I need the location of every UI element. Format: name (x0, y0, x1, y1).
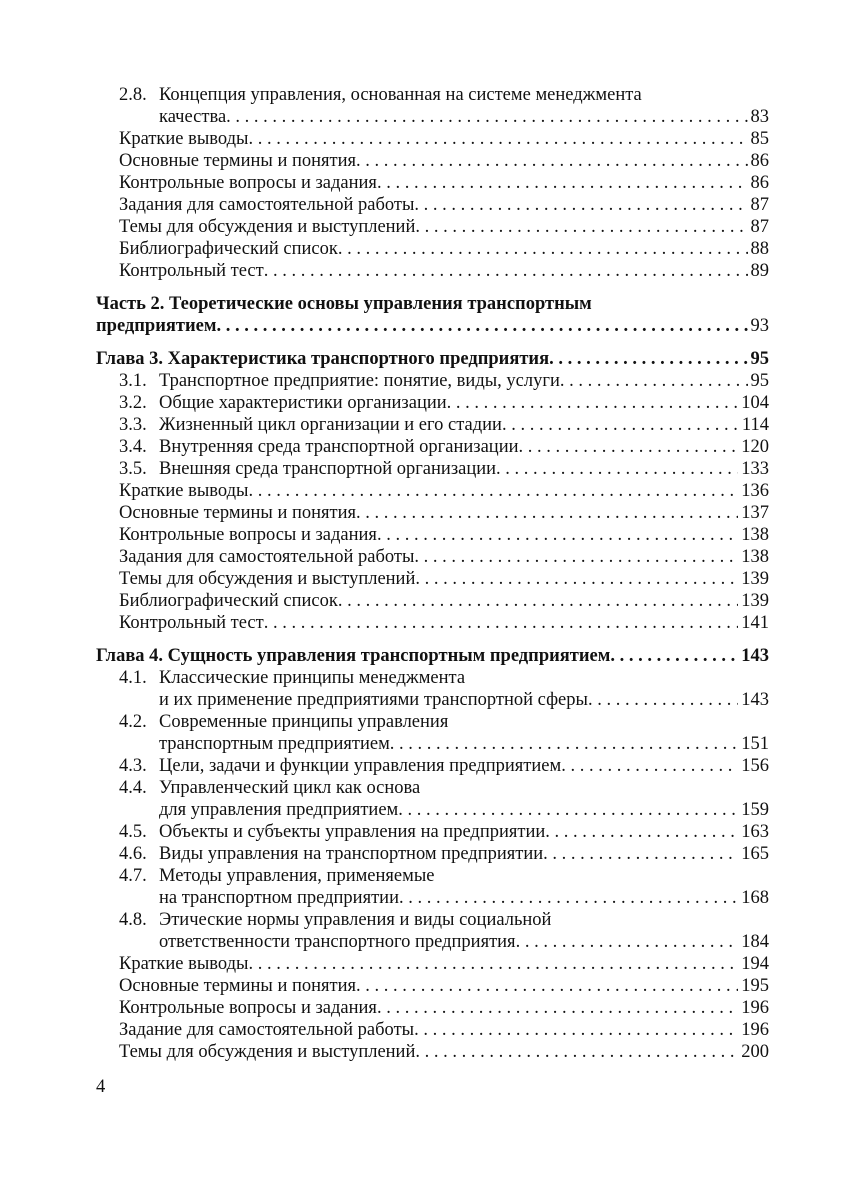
page-ref: 136 (741, 481, 769, 501)
dot-leader (415, 568, 738, 590)
toc-line (96, 436, 769, 458)
toc-line (96, 689, 769, 711)
entry-title: Внешняя среда транспортной организации (159, 459, 497, 479)
entry-title: Глава 4. Сущность управления транспортным предприятием (96, 646, 611, 666)
entry-title: Контрольные вопросы и задания (119, 998, 377, 1018)
page-ref: 137 (741, 503, 769, 523)
toc-entry (96, 909, 769, 953)
entry-title: Основные термины и понятия (119, 503, 357, 523)
entry-title: Библиографический список (119, 239, 338, 259)
page-ref: 86 (750, 173, 769, 193)
entry-title: Этические нормы управления и виды социальной (159, 910, 552, 930)
section-number: 4.1. (119, 668, 147, 688)
toc-line (96, 106, 769, 128)
toc-line (96, 612, 769, 634)
dot-leader (377, 172, 748, 194)
entry-title: Часть 2. Теоретические основы управления транспортным (96, 294, 592, 314)
toc-line (96, 172, 769, 194)
dot-leader (549, 348, 747, 370)
entry-title: Краткие выводы (119, 954, 249, 974)
dot-leader (377, 524, 738, 546)
toc-entry (96, 392, 769, 414)
dot-leader (415, 1041, 738, 1063)
toc-line (96, 997, 769, 1019)
section-number: 4.7. (119, 866, 147, 886)
toc-line (96, 755, 769, 777)
toc-entry (96, 1019, 769, 1041)
page-ref: 165 (741, 844, 769, 864)
entry-title: и их применение предприятиями транспортной сферы (159, 690, 588, 710)
dot-leader (502, 414, 739, 436)
toc-line (96, 1041, 769, 1063)
page-ref: 141 (741, 613, 769, 633)
section-number: 4.6. (119, 844, 147, 864)
page-ref: 83 (750, 107, 769, 127)
toc-entry (96, 194, 769, 216)
toc-entry (96, 150, 769, 172)
toc-entry (96, 997, 769, 1019)
toc-line (96, 238, 769, 260)
dot-leader (399, 887, 738, 909)
dot-leader (226, 106, 747, 128)
toc-line (96, 546, 769, 568)
dot-leader (561, 755, 738, 777)
toc-entry (96, 975, 769, 997)
toc-line (96, 843, 769, 865)
section-number: 3.1. (119, 371, 147, 391)
entry-title: Методы управления, применяемые (159, 866, 435, 886)
toc-entry (96, 293, 769, 337)
dot-leader (248, 480, 738, 502)
section-number: 3.5. (119, 459, 147, 479)
toc-line (96, 777, 769, 799)
section-number: 4.5. (119, 822, 147, 842)
toc-entry (96, 667, 769, 711)
section-number: 3.4. (119, 437, 147, 457)
entry-title: ответственности транспортного предприятия (159, 932, 516, 952)
page-ref: 139 (741, 591, 769, 611)
toc-line (96, 568, 769, 590)
entry-title: Библиографический список (119, 591, 338, 611)
toc-line (96, 909, 769, 931)
page-ref: 143 (741, 690, 769, 710)
toc-line (96, 645, 769, 667)
entry-title: Цели, задачи и функции управления предприятием (159, 756, 562, 776)
dot-leader (415, 216, 747, 238)
page-ref: 95 (750, 371, 769, 391)
entry-title: Контрольный тест (119, 613, 264, 633)
page-ref: 95 (750, 349, 769, 369)
dot-leader (519, 436, 739, 458)
section-number: 4.3. (119, 756, 147, 776)
toc-entry (96, 436, 769, 458)
entry-title: Темы для обсуждения и выступлений (119, 1042, 416, 1062)
toc-entry (96, 128, 769, 150)
page-ref: 133 (741, 459, 769, 479)
toc-entry (96, 480, 769, 502)
toc-line (96, 931, 769, 953)
toc-entry (96, 260, 769, 282)
entry-title: Основные термины и понятия (119, 976, 357, 996)
entry-title: Контрольные вопросы и задания (119, 525, 377, 545)
page-ref: 151 (741, 734, 769, 754)
dot-leader (338, 590, 738, 612)
toc-entry (96, 645, 769, 667)
toc-line (96, 711, 769, 733)
dot-leader (248, 953, 738, 975)
toc-line (96, 315, 769, 337)
dot-leader (560, 370, 748, 392)
entry-title: Управленческий цикл как основа (159, 778, 421, 798)
entry-title: Жизненный цикл организации и его стадии (159, 415, 502, 435)
page-ref: 195 (741, 976, 769, 996)
toc-entry (96, 172, 769, 194)
dot-leader (248, 128, 747, 150)
entry-title: Объекты и субъекты управления на предприятии (159, 822, 546, 842)
page-ref: 200 (741, 1042, 769, 1062)
entry-title: на транспортном предприятии (159, 888, 399, 908)
toc-line (96, 128, 769, 150)
dot-leader (447, 392, 739, 414)
toc-entry (96, 370, 769, 392)
dot-leader (216, 315, 747, 337)
toc-line (96, 502, 769, 524)
dot-leader (356, 975, 738, 997)
entry-title: Контрольные вопросы и задания (119, 173, 377, 193)
toc-line (96, 480, 769, 502)
toc-entry (96, 216, 769, 238)
toc-entry (96, 777, 769, 821)
toc-line (96, 293, 769, 315)
toc-line (96, 821, 769, 843)
page-ref: 104 (741, 393, 769, 413)
page-ref: 159 (741, 800, 769, 820)
toc-line (96, 799, 769, 821)
page-number: 4 (96, 1077, 106, 1097)
entry-title: Основные термины и понятия (119, 151, 357, 171)
page-ref: 168 (741, 888, 769, 908)
toc-line (96, 194, 769, 216)
dot-leader (545, 821, 738, 843)
toc-entry (96, 865, 769, 909)
toc-entry (96, 84, 769, 128)
toc-line (96, 84, 769, 106)
page-ref: 87 (750, 217, 769, 237)
toc-line (96, 953, 769, 975)
page-ref: 93 (750, 316, 769, 336)
toc-line (96, 414, 769, 436)
entry-title: Контрольный тест (119, 261, 264, 281)
page-ref: 156 (741, 756, 769, 776)
entry-title: Концепция управления, основанная на системе менеджмента (159, 85, 642, 105)
entry-title: Виды управления на транспортном предприятии (159, 844, 544, 864)
toc-line (96, 865, 769, 887)
entry-title: Задание для самостоятельной работы (119, 1020, 415, 1040)
toc-entry (96, 1041, 769, 1063)
toc-line (96, 887, 769, 909)
toc-entry (96, 546, 769, 568)
toc-line (96, 733, 769, 755)
dot-leader (516, 931, 739, 953)
entry-title: Задания для самостоятельной работы (119, 195, 415, 215)
entry-title: для управления предприятием (159, 800, 399, 820)
toc-line (96, 348, 769, 370)
table-of-contents (96, 84, 769, 1063)
page-ref: 196 (741, 998, 769, 1018)
toc-entry (96, 590, 769, 612)
toc-entry (96, 458, 769, 480)
dot-leader (496, 458, 738, 480)
toc-line (96, 150, 769, 172)
dot-leader (398, 799, 738, 821)
toc-line (96, 667, 769, 689)
toc-entry (96, 502, 769, 524)
toc-line (96, 370, 769, 392)
toc-entry (96, 238, 769, 260)
page-ref: 138 (741, 525, 769, 545)
entry-title: Темы для обсуждения и выступлений (119, 217, 416, 237)
page-ref: 196 (741, 1020, 769, 1040)
dot-leader (414, 194, 747, 216)
page-ref: 85 (750, 129, 769, 149)
toc-line (96, 260, 769, 282)
dot-leader (588, 689, 738, 711)
dot-leader (356, 502, 738, 524)
entry-title: Общие характеристики организации (159, 393, 447, 413)
entry-title: Современные принципы управления (159, 712, 449, 732)
page-ref: 138 (741, 547, 769, 567)
dot-leader (414, 546, 738, 568)
toc-line (96, 216, 769, 238)
page-ref: 143 (741, 646, 769, 666)
dot-leader (264, 260, 748, 282)
section-number: 4.8. (119, 910, 147, 930)
toc-entry (96, 568, 769, 590)
entry-title: Транспортное предприятие: понятие, виды, услуги (159, 371, 560, 391)
toc-entry (96, 524, 769, 546)
entry-title: транспортным предприятием (159, 734, 390, 754)
dot-leader (356, 150, 747, 172)
entry-title: Краткие выводы (119, 129, 249, 149)
toc-entry (96, 414, 769, 436)
section-number: 2.8. (119, 85, 147, 105)
entry-title: Классические принципы менеджмента (159, 668, 466, 688)
page-ref: 86 (750, 151, 769, 171)
dot-leader (377, 997, 738, 1019)
toc-entry (96, 843, 769, 865)
dot-leader (338, 238, 748, 260)
entry-title: Краткие выводы (119, 481, 249, 501)
toc-line (96, 1019, 769, 1041)
section-number: 3.3. (119, 415, 147, 435)
dot-leader (414, 1019, 738, 1041)
toc-entry (96, 711, 769, 755)
entry-title: Темы для обсуждения и выступлений (119, 569, 416, 589)
toc-line (96, 458, 769, 480)
page-ref: 114 (741, 415, 769, 435)
toc-line (96, 392, 769, 414)
section-number: 4.4. (119, 778, 147, 798)
toc-line (96, 524, 769, 546)
page-ref: 163 (741, 822, 769, 842)
entry-title: Задания для самостоятельной работы (119, 547, 415, 567)
toc-entry (96, 953, 769, 975)
page-ref: 184 (741, 932, 769, 952)
page-ref: 139 (741, 569, 769, 589)
section-number: 3.2. (119, 393, 147, 413)
entry-title: Глава 3. Характеристика транспортного предприятия (96, 349, 550, 369)
toc-entry (96, 821, 769, 843)
toc-entry (96, 612, 769, 634)
toc-entry (96, 348, 769, 370)
page-ref: 89 (750, 261, 769, 281)
toc-line (96, 590, 769, 612)
page-ref: 88 (750, 239, 769, 259)
dot-leader (264, 612, 739, 634)
section-number: 4.2. (119, 712, 147, 732)
page-ref: 87 (750, 195, 769, 215)
dot-leader (390, 733, 738, 755)
entry-title: предприятием (96, 316, 217, 336)
toc-line (96, 975, 769, 997)
toc-entry (96, 755, 769, 777)
page-ref: 194 (741, 954, 769, 974)
page-ref: 120 (741, 437, 769, 457)
entry-title: качества (159, 107, 227, 127)
dot-leader (610, 645, 738, 667)
dot-leader (543, 843, 738, 865)
entry-title: Внутренняя среда транспортной организации (159, 437, 519, 457)
